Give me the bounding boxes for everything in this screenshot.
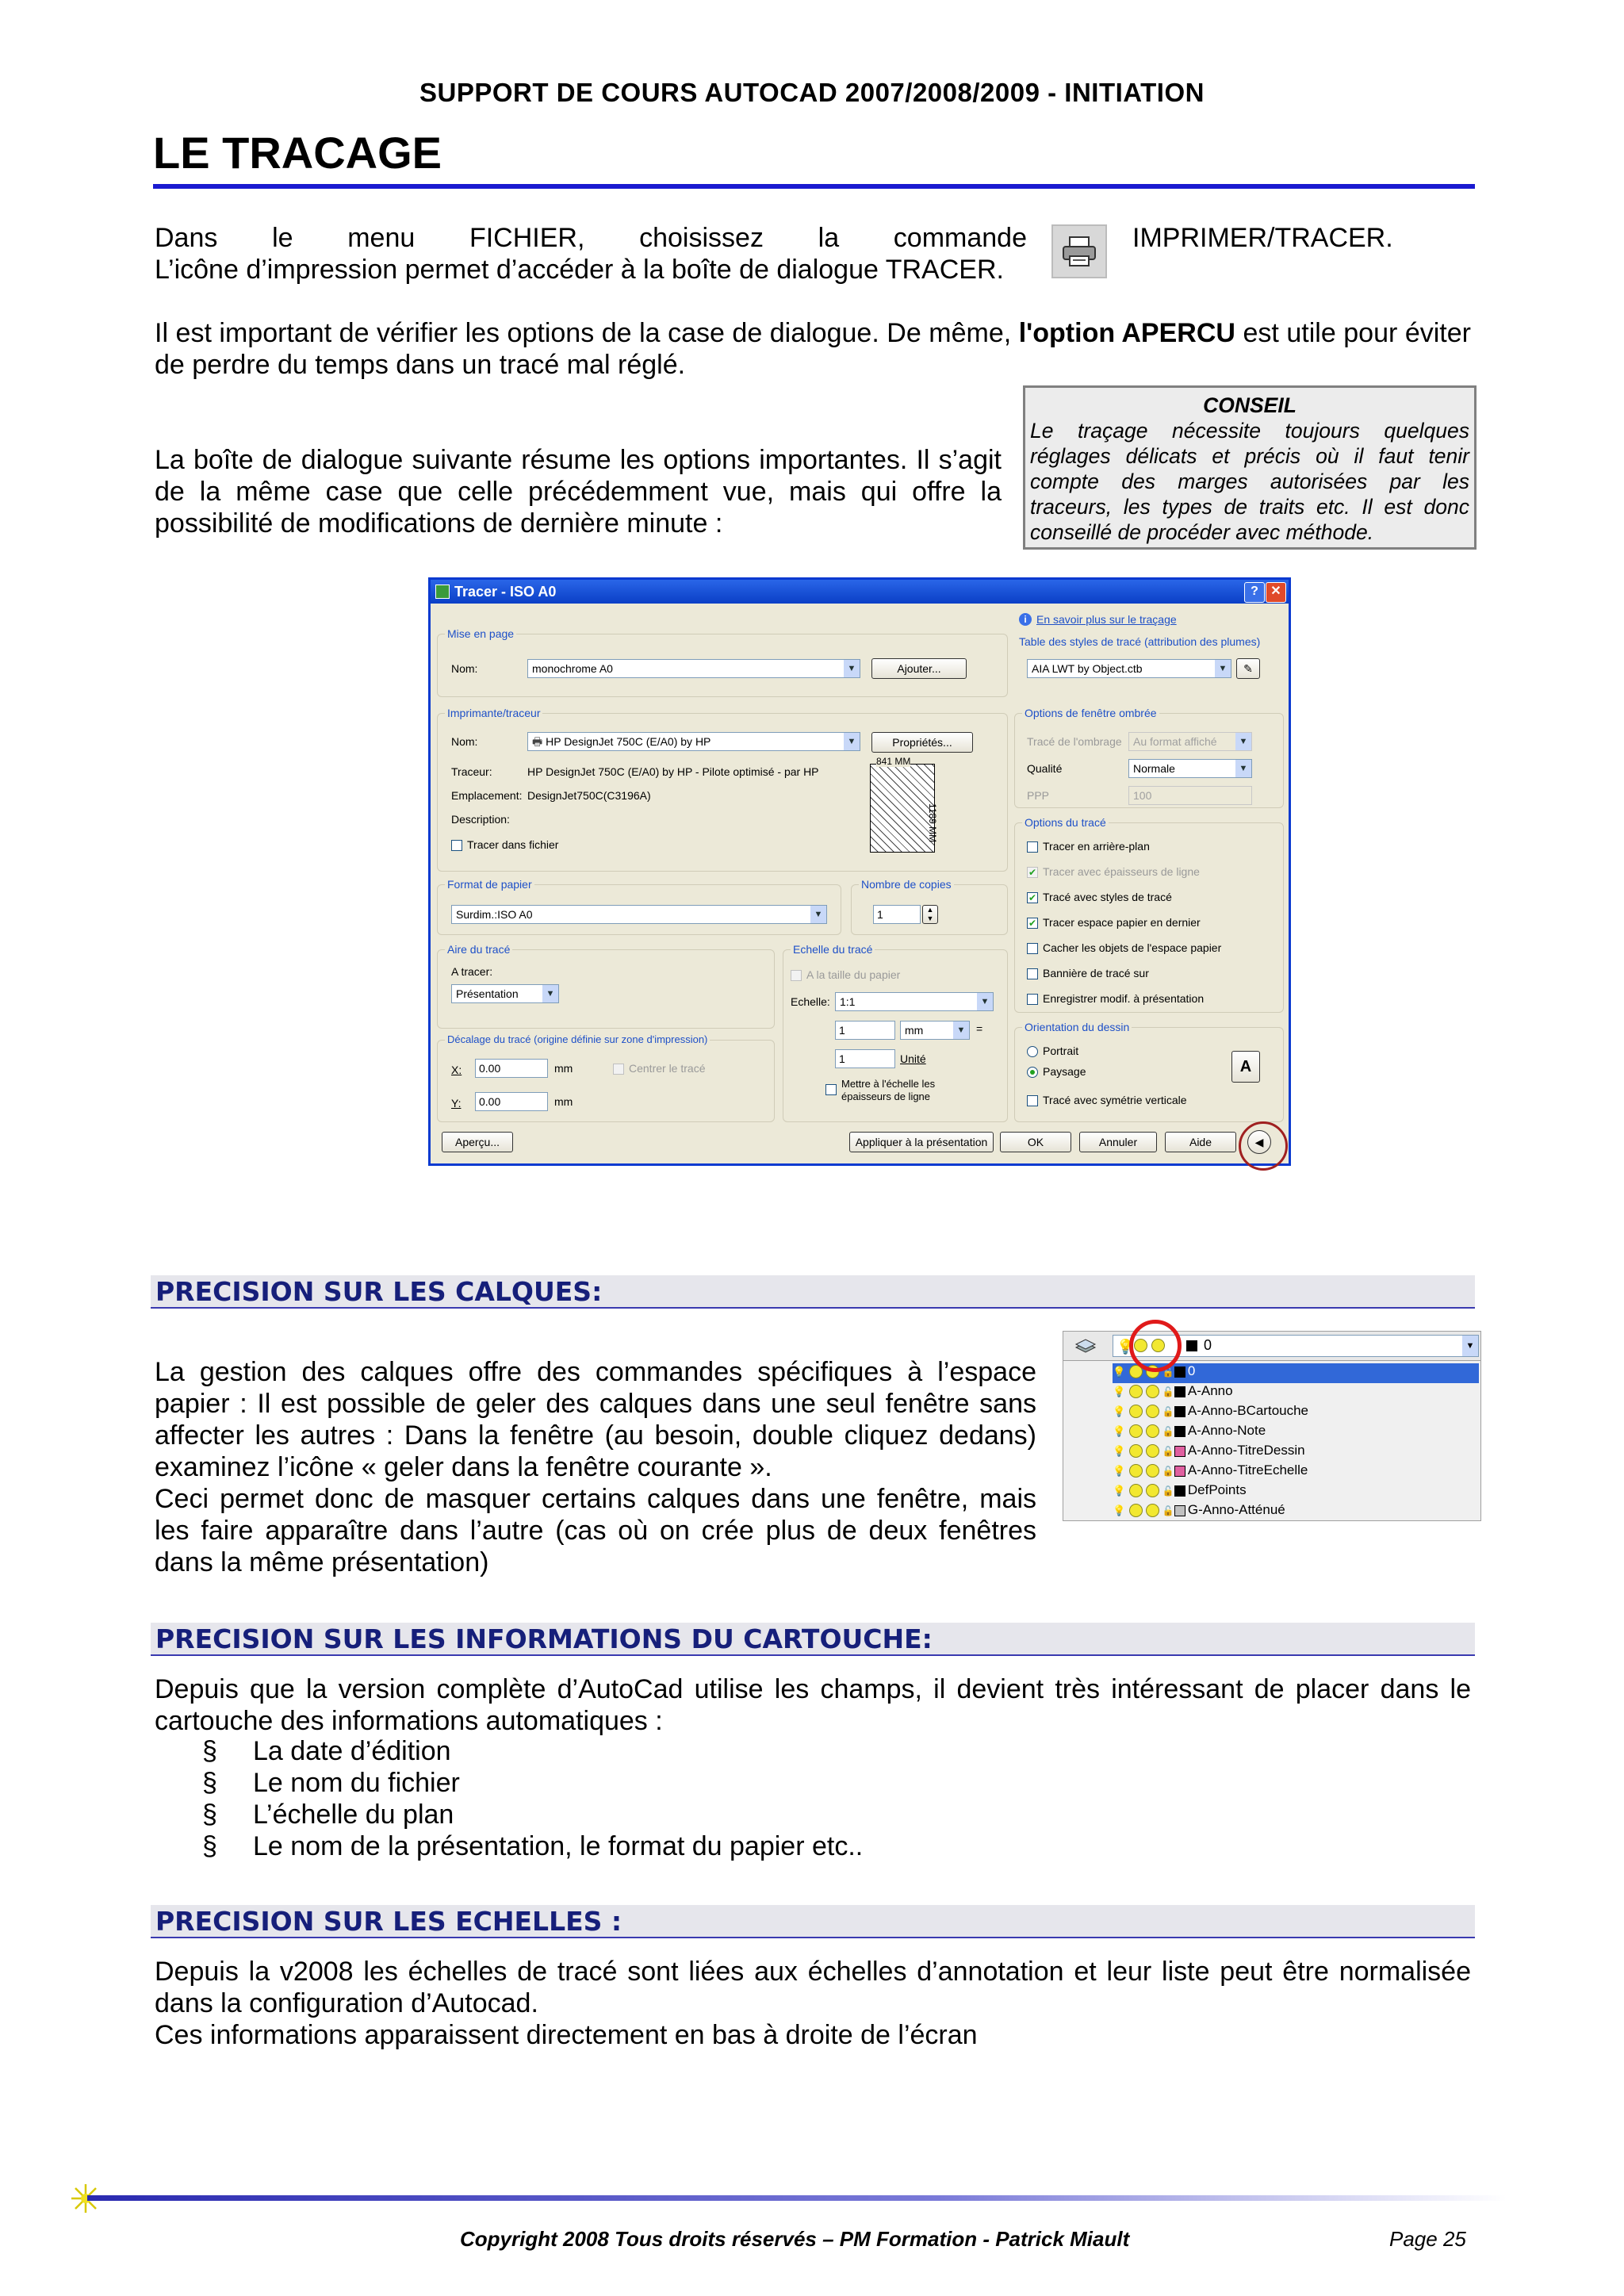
fit-to-paper-checkbox[interactable] [791, 970, 802, 981]
location-value: DesignJet750C(C3196A) [527, 789, 651, 802]
layer-row[interactable] [1113, 1482, 1479, 1502]
layer-color-swatch [1174, 1466, 1185, 1477]
lock-icon[interactable]: 🔓 [1162, 1485, 1174, 1497]
layer-row[interactable] [1113, 1383, 1479, 1403]
bullet-symbol: § [202, 1800, 217, 1830]
layer-name: A-Anno-TitreEchelle [1187, 1462, 1308, 1478]
layer-name: A-Anno-TitreDessin [1187, 1443, 1305, 1458]
portrait-label: Portrait [1043, 1045, 1079, 1057]
background-plot-checkbox[interactable] [1027, 841, 1038, 853]
layer-name: G-Anno-Atténué [1187, 1502, 1285, 1517]
plot-style-table-label: Table des styles de tracé (attribution des plumes) [1019, 635, 1261, 648]
cartouche-list [202, 1735, 863, 1862]
paper-size-label: Format de papier [445, 878, 534, 891]
footer-rule [87, 2195, 1507, 2201]
plot-dialog [428, 577, 1291, 1166]
layer-row[interactable] [1113, 1502, 1479, 1521]
layer-name: A-Anno-Note [1187, 1423, 1266, 1438]
scale-denominator-input[interactable]: 1 [835, 1049, 895, 1068]
printer-icon: 🖶 [532, 735, 546, 748]
paperspace-last-checkbox[interactable]: ✔ [1028, 918, 1037, 929]
cancel-button[interactable]: Annuler [1079, 1132, 1157, 1152]
lock-icon[interactable]: 🔓 [1162, 1406, 1174, 1417]
viewport-freeze-icon[interactable] [1146, 1405, 1159, 1418]
plot-options-label: Options du tracé [1022, 816, 1109, 829]
lock-icon[interactable]: 🔓 [1162, 1466, 1174, 1477]
lightbulb-icon: 💡 [1116, 1339, 1135, 1355]
sun-freeze-icon[interactable] [1129, 1424, 1143, 1438]
section-heading-calques: PRECISION SUR LES CALQUES: [151, 1275, 1475, 1309]
plotter-label: Traceur: [451, 765, 492, 778]
scale-lineweights-checkbox[interactable] [825, 1084, 837, 1095]
current-layer-name: 0 [1204, 1337, 1212, 1353]
title-rule [153, 184, 1475, 189]
word: menu [347, 223, 416, 253]
chevron-left-icon: ◀ [1254, 1136, 1264, 1148]
chevron-down-icon: ▼ [1235, 760, 1251, 777]
word: le [272, 223, 293, 253]
lock-icon[interactable]: 🔓 [1162, 1446, 1174, 1457]
plot-to-file-checkbox[interactable] [451, 840, 462, 851]
plot-styles-label: Tracé avec styles de tracé [1043, 891, 1172, 903]
dialog-titlebar [431, 580, 1289, 604]
viewport-freeze-icon[interactable] [1146, 1385, 1159, 1398]
help-button[interactable]: ? [1244, 582, 1265, 603]
bullet-symbol: § [202, 1768, 217, 1798]
center-plot-checkbox[interactable] [613, 1064, 624, 1075]
plot-offset-label: Décalage du tracé (origine définie sur zone d'impression) [445, 1033, 710, 1045]
printer-icon [1051, 224, 1107, 278]
plotter-value: HP DesignJet 750C (E/A0) by HP - Pilote optimisé - par HP [527, 765, 819, 778]
lightbulb-icon[interactable]: 💡 [1113, 1425, 1126, 1437]
calques-para1: La gestion des calques offre des commandes spécifiques à l’espace papier : Il est possible de geler des calques dans une seul fenêtre sans affecter les autres : Dans la fenêtre (au besoin, double cliquez dedans) examinez l’icône « geler dans la fenêtre courante ». [155, 1357, 1036, 1482]
autocad-app-icon [435, 585, 450, 599]
list-item-text: Le nom de la présentation, le format du papier etc.. [253, 1831, 864, 1861]
conseil-box [1023, 385, 1477, 550]
layer-stack-icon[interactable] [1074, 1338, 1097, 1354]
calques-para2: Ceci permet donc de masquer certains calques dans une fenêtre, mais les faire apparaître dans l’autre (cas où on crée plus de deux fenêtres dans la même présentation) [155, 1484, 1036, 1577]
section-heading-cartouche: PRECISION SUR LES INFORMATIONS DU CARTOUCHE: [151, 1623, 1475, 1656]
page-setup-select[interactable]: monochrome A0 ▼ [527, 659, 860, 678]
dpi-input[interactable]: 100 [1128, 786, 1252, 805]
y-offset-unit: mm [554, 1095, 573, 1108]
bullet-symbol: § [202, 1736, 217, 1766]
paper-width-label: 841 MM [876, 756, 911, 767]
cartouche-para1: Depuis que la version complète d’AutoCad utilise les champs, il devient très intéressant de placer dans le cartouche des informations automatiques : [155, 1674, 1471, 1736]
sun-freeze-icon[interactable] [1129, 1504, 1143, 1517]
lightbulb-icon[interactable]: 💡 [1113, 1485, 1126, 1497]
layers-panel [1063, 1331, 1481, 1521]
running-header: SUPPORT DE COURS AUTOCAD 2007/2008/2009 - INITIATION [419, 78, 1205, 107]
scale-unit-select[interactable]: mm ▼ [900, 1021, 970, 1040]
conseil-title: CONSEIL [1203, 393, 1297, 417]
lock-icon[interactable]: 🔓 [1162, 1426, 1174, 1437]
word: choisissez [639, 223, 764, 253]
portrait-radio[interactable] [1027, 1046, 1038, 1057]
para2-text-a: Il est important de vérifier les options de la case de dialogue. De même, [155, 318, 1019, 348]
landscape-label: Paysage [1043, 1065, 1086, 1078]
add-button[interactable]: Ajouter... [871, 658, 967, 679]
para2-text-b: est utile pour éviter de perdre du temps dans un tracé mal réglé. [155, 318, 1471, 380]
intro-para3: La boîte de dialogue suivante résume les options importantes. Il s’agit de la même case que celle précédemment vue, mais qui offre la possibilité de modifications de dernière minute : [155, 445, 1002, 539]
layer-color-swatch [1174, 1446, 1185, 1457]
help-link[interactable]: En savoir plus sur le traçage [1036, 613, 1177, 626]
plot-styles-checkbox[interactable]: ✔ [1028, 892, 1037, 903]
close-button[interactable]: ✕ [1266, 582, 1286, 603]
unit-label: Unité [900, 1052, 926, 1065]
x-offset-label: X: [451, 1064, 462, 1076]
echelles-para2: Ces informations apparaissent directement en bas à droite de l’écran [155, 2020, 978, 2050]
lock-icon[interactable]: 🔓 [1162, 1505, 1174, 1516]
layer-name: 0 [1187, 1363, 1196, 1378]
letter-a-icon: A [1239, 1058, 1252, 1075]
layer-color-swatch [1174, 1366, 1185, 1378]
sun-freeze-icon[interactable] [1129, 1444, 1143, 1458]
shaded-viewport-label: Options de fenêtre ombrée [1022, 707, 1159, 719]
sun-freeze-icon[interactable] [1129, 1464, 1143, 1478]
layer-color-swatch [1186, 1340, 1197, 1351]
printer-select[interactable]: 🖶 HP DesignJet 750C (E/A0) by HP ▼ [527, 732, 860, 751]
word: FICHIER, [469, 223, 585, 253]
lineweights-label: Tracer avec épaisseurs de ligne [1043, 865, 1200, 878]
help-dialog-button[interactable]: Aide [1165, 1132, 1236, 1152]
chevron-down-icon: ▼ [844, 733, 860, 750]
list-item-text: L’échelle du plan [253, 1800, 454, 1830]
page-setup-label: Mise en page [445, 627, 516, 640]
lightbulb-icon[interactable]: 💡 [1113, 1386, 1126, 1397]
equals-sign: = [976, 1022, 983, 1035]
layer-name: DefPoints [1187, 1482, 1247, 1497]
shade-plot-select[interactable]: Au format affiché ▼ [1128, 732, 1252, 751]
copies-stepper[interactable]: ▲ ▼ [922, 905, 938, 924]
page-number: Page 25 [1389, 2227, 1466, 2251]
dialog-title: Tracer - ISO A0 [454, 584, 557, 600]
layer-row[interactable] [1113, 1423, 1479, 1443]
layer-row[interactable] [1113, 1462, 1479, 1482]
apply-to-layout-button[interactable]: Appliquer à la présentation [849, 1132, 994, 1152]
chevron-down-icon: ▼ [542, 985, 558, 1002]
y-offset-input[interactable]: 0.00 [475, 1092, 548, 1111]
plot-area-label: Aire du tracé [445, 943, 512, 956]
ok-button[interactable]: OK [1000, 1132, 1071, 1152]
chevron-down-icon: ▼ [1462, 1336, 1478, 1356]
footer-copyright: Copyright 2008 Tous droits réservés – PM Formation - Patrick Miault [460, 2227, 1130, 2251]
layer-color-swatch [1174, 1505, 1185, 1516]
location-label: Emplacement: [451, 789, 523, 802]
dpi-label: PPP [1027, 789, 1050, 802]
save-layout-label: Enregistrer modif. à présentation [1043, 992, 1205, 1005]
layer-row[interactable] [1113, 1443, 1479, 1462]
viewport-freeze-icon[interactable] [1146, 1484, 1159, 1497]
conseil-text: Le traçage nécessite toujours quelques réglages délicats et précis où il faut tenir compte des marges autorisées par les traceurs, les types de traits etc. Il est donc conseillé de procéder avec méthode. [1030, 419, 1469, 544]
lightbulb-icon[interactable]: 💡 [1113, 1465, 1126, 1477]
quality-select[interactable]: Normale ▼ [1128, 759, 1252, 778]
paper-height-label: 1189 MM [927, 803, 938, 843]
word: Dans [155, 223, 218, 253]
properties-button[interactable]: Propriétés... [871, 732, 973, 753]
orientation-preview-button[interactable] [1231, 1051, 1260, 1083]
echelles-para1: Depuis la v2008 les échelles de tracé sont liées aux échelles d’annotation et leur liste peut être normalisée dans la configuration d’Autocad. [155, 1957, 1471, 2018]
x-offset-input[interactable]: 0.00 [475, 1059, 548, 1078]
scale-select[interactable]: 1:1 ▼ [835, 992, 994, 1011]
scale-lineweights-label: Mettre à l'échelle les épaisseurs de ligne [841, 1078, 936, 1102]
para2-bold: l'option APERCU [1018, 318, 1235, 348]
upside-down-label: Tracé avec symétrie verticale [1043, 1094, 1187, 1106]
viewport-freeze-icon[interactable] [1146, 1424, 1159, 1438]
printer-name-label: Nom: [451, 735, 478, 748]
what-to-plot-label: A tracer: [451, 965, 493, 978]
paperspace-last-label: Tracer espace papier en dernier [1043, 916, 1201, 929]
fit-to-paper-label: A la taille du papier [806, 968, 901, 981]
plot-stamp-checkbox[interactable] [1027, 968, 1038, 979]
list-item [202, 1735, 863, 1767]
background-plot-label: Tracer en arrière-plan [1043, 840, 1150, 853]
viewport-freeze-icon[interactable] [1146, 1504, 1159, 1517]
intro-line1-end: IMPRIMER/TRACER. [1132, 223, 1393, 253]
sun-freeze-icon[interactable] [1129, 1484, 1143, 1497]
hide-objects-label: Cacher les objets de l'espace papier [1043, 941, 1222, 954]
highlight-circle [1129, 1320, 1182, 1372]
paper-preview [870, 764, 935, 853]
lock-icon[interactable]: 🔓 [1162, 1366, 1174, 1378]
intro-para2 [155, 317, 1471, 381]
lightbulb-icon[interactable]: 💡 [1113, 1366, 1126, 1378]
intro-line2: L’icône d’impression permet d’accéder à la boîte de dialogue TRACER. [155, 255, 1004, 285]
plot-stamp-label: Bannière de tracé sur [1043, 967, 1149, 979]
lightbulb-icon[interactable]: 💡 [1113, 1504, 1126, 1516]
layer-color-swatch [1174, 1406, 1185, 1417]
copies-input[interactable]: 1 [873, 905, 921, 924]
list-item-text: Le nom du fichier [253, 1768, 460, 1798]
save-layout-checkbox[interactable] [1027, 994, 1038, 1005]
shade-plot-label: Tracé de l'ombrage [1027, 735, 1122, 748]
word: commande [893, 223, 1027, 253]
chevron-down-icon: ▼ [810, 906, 826, 923]
chevron-down-icon: ▼ [1215, 660, 1231, 677]
landscape-radio[interactable] [1027, 1067, 1038, 1078]
scale-numerator-input[interactable]: 1 [835, 1021, 895, 1040]
list-item [202, 1799, 863, 1830]
bullet-symbol: § [202, 1831, 217, 1861]
chevron-down-icon: ▼ [844, 660, 860, 677]
upside-down-checkbox[interactable] [1027, 1095, 1038, 1106]
plot-to-file-label: Tracer dans fichier [467, 838, 559, 851]
info-icon: i [1019, 613, 1032, 626]
viewport-freeze-icon[interactable] [1146, 1444, 1159, 1458]
list-item [202, 1830, 863, 1862]
page-title: LE TRACAGE [153, 128, 442, 178]
what-to-plot-select[interactable]: Présentation ▼ [451, 984, 559, 1003]
description-label: Description: [451, 813, 510, 826]
layer-name: A-Anno-BCartouche [1187, 1403, 1309, 1418]
lightbulb-icon[interactable]: 💡 [1113, 1445, 1126, 1457]
sun-freeze-icon[interactable] [1129, 1405, 1143, 1418]
list-item [202, 1767, 863, 1799]
layer-name: A-Anno [1187, 1383, 1233, 1398]
paper-size-select[interactable]: Surdim.:ISO A0 ▼ [451, 905, 827, 924]
pencil-icon: ✎ [1243, 662, 1253, 675]
lineweights-checkbox[interactable]: ✔ [1028, 867, 1037, 878]
chevron-down-icon: ▼ [1235, 733, 1251, 750]
layer-row[interactable] [1113, 1403, 1479, 1423]
chevron-down-icon: ▼ [953, 1022, 969, 1039]
layer-color-swatch [1174, 1386, 1185, 1397]
scale-label: Echelle: [791, 995, 830, 1008]
intro-line1 [155, 222, 1027, 254]
plot-style-select[interactable]: AIA LWT by Object.ctb ▼ [1027, 659, 1231, 678]
lightbulb-icon[interactable]: 💡 [1113, 1405, 1126, 1417]
quality-label: Qualité [1027, 762, 1063, 775]
printer-label: Imprimante/traceur [445, 707, 542, 719]
orientation-label: Orientation du dessin [1022, 1021, 1132, 1033]
plot-scale-label: Echelle du tracé [791, 943, 875, 956]
center-plot-label: Centrer le tracé [629, 1062, 706, 1075]
sun-freeze-icon[interactable] [1129, 1385, 1143, 1398]
hide-objects-checkbox[interactable] [1027, 943, 1038, 954]
copies-label: Nombre de copies [859, 878, 954, 891]
edit-style-button[interactable] [1236, 658, 1260, 679]
page-setup-name-label: Nom: [451, 662, 478, 675]
lock-icon[interactable]: 🔓 [1162, 1386, 1174, 1397]
x-offset-unit: mm [554, 1062, 573, 1075]
layer-color-swatch [1174, 1485, 1185, 1497]
section-heading-echelles: PRECISION SUR LES ECHELLES : [151, 1905, 1475, 1938]
preview-button[interactable]: Aperçu... [442, 1132, 513, 1152]
layer-color-swatch [1174, 1426, 1185, 1437]
viewport-freeze-icon[interactable] [1146, 1464, 1159, 1478]
highlight-circle [1239, 1121, 1288, 1171]
list-item-text: La date d’édition [253, 1736, 451, 1766]
word: la [818, 223, 840, 253]
chevron-down-icon: ▼ [977, 993, 993, 1010]
y-offset-label: Y: [451, 1097, 462, 1110]
